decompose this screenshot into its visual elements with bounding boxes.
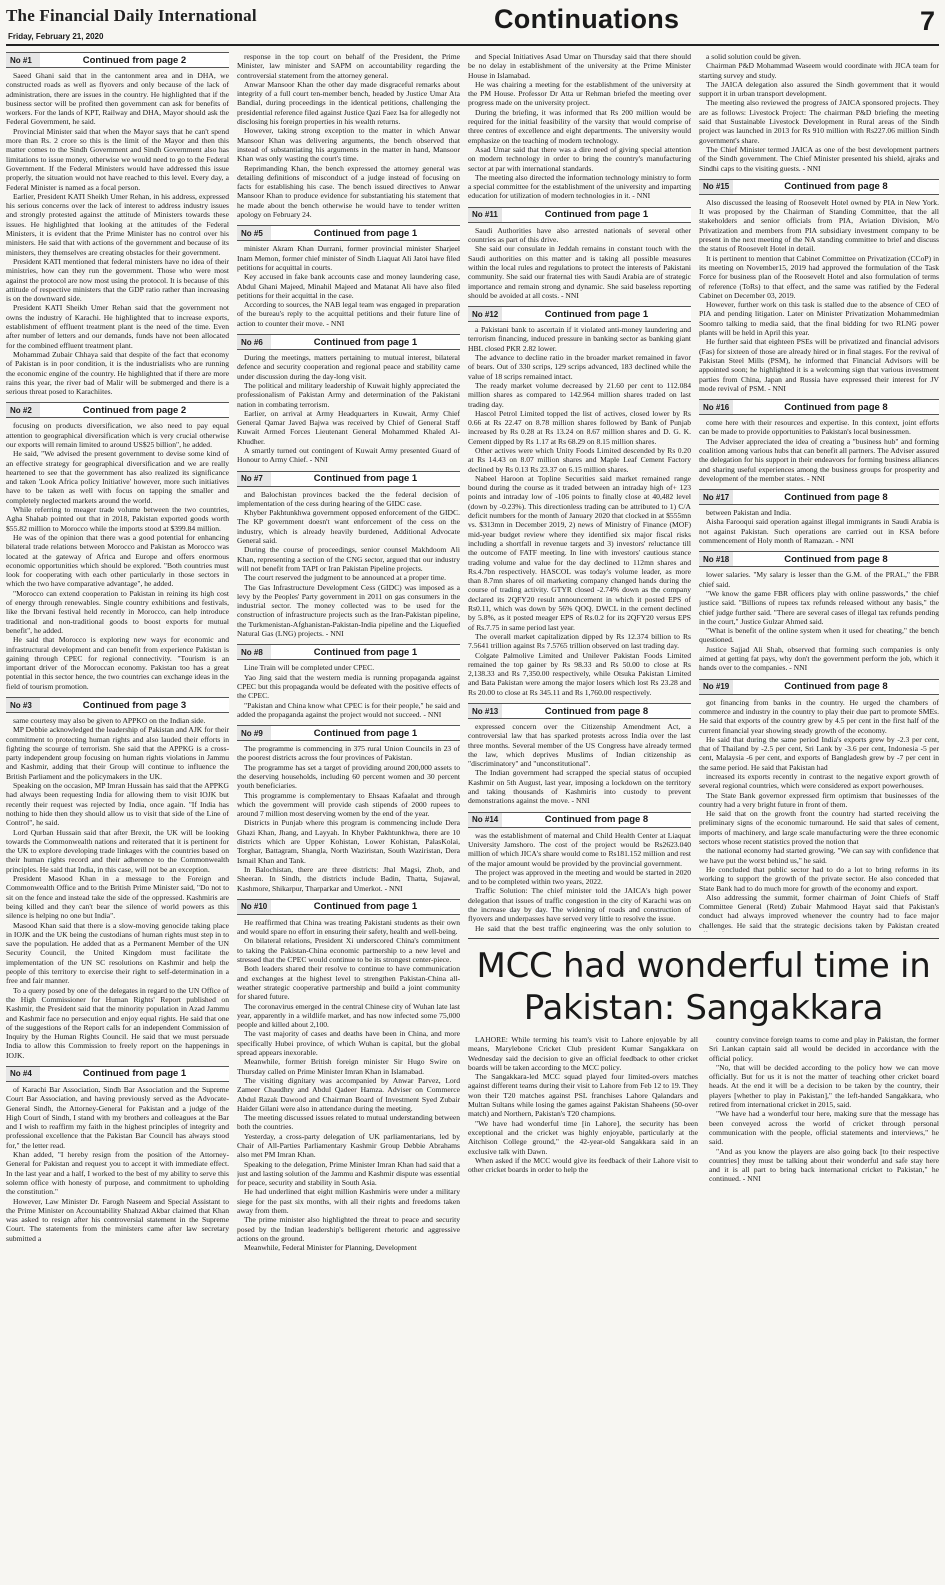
column-1 [6, 52, 229, 1579]
continuation-article [468, 52, 691, 201]
continuation-article [699, 489, 939, 545]
continuation-article [468, 306, 691, 697]
article-paragraph: He was of the opinion that there was a good potential for enhancing bilateral trade relations between Morocco and Pakistan as Morocco was located at the gateway of Africa and Europe and offers enormous economic opportunities which should be explored. "Both countries must look for cooperating with each other particularly in those sectors in which the two have comparative advantage", he added. [6, 532, 229, 589]
continuation-article [468, 812, 691, 932]
continuation-article [237, 334, 460, 465]
article-paragraph: response in the top court on behalf of the President, the Prime Minister, law minister and SAPM on accountability regarding the controversial statement from the attorney general. [237, 52, 460, 80]
article-paragraph: Justice Sajjad Ali Shah, observed that forming such companies is only aimed at getting fat pays, why don't the government perform the job, which it hands over to the companies. - NNI [699, 644, 939, 673]
continuation-heading: Continued from page 8 [544, 705, 649, 717]
article-paragraph: Asad Umar said that there was a dire need of giving special attention on modern technology in order to bring the country's manufacturing sector at par with international standards. [468, 144, 691, 173]
article-paragraph: During the course of proceedings, senior counsel Makhdoom Ali Khan, representing a section of the CNG sector, argued that our industry will not benefit from TAPI or Iran Pakistan Pipeline projects. [237, 545, 460, 573]
article-paragraph: He said that on the growth front the country had started receiving the preliminary signs of the economic turnaround. He said that sales of cement, imports of machinery, and large scale manufacturing were the three economic sectors whose recent statistics proved the notion that [699, 809, 939, 847]
article-body [699, 198, 939, 393]
article-body [237, 52, 460, 219]
continuation-number: No #9 [237, 726, 271, 740]
article-paragraph: The programme has set a target of providing around 200,000 assets to the deserving households, including 60 percent women and 30 percent youth beneficiaries. [237, 762, 460, 791]
article-header [699, 399, 939, 415]
article-paragraph: Hascol Petrol Limited topped the list of actives, closed lower by Rs 0.66 at Rs 22.47 on 8.78 million shares followed by Bank of Punjab increased by Rs 0.28 at Rs 13.24 on 8.67 million shares and D. G. K. Cement dipped by Rs 1.17 at Rs 68.29 on 8.15 million shares. [468, 408, 691, 446]
continuation-article [6, 402, 229, 691]
continuation-article [699, 179, 939, 393]
article-paragraph: President KATI Sheikh Umer Rehan said that the government not owns the industry of Karachi. He highlighted that to increase exports, establishment of effluent treatment plant is the need of the time. Even after number of letters and our demands, funds have not been allocated for the combined effluent treatment plant. [6, 303, 229, 350]
continuation-heading: Continued from page 1 [313, 227, 418, 239]
feature-article [468, 938, 939, 1579]
continuation-heading: Continued from page 1 [544, 308, 649, 320]
continuation-article [699, 399, 939, 483]
article-body [699, 570, 939, 672]
article-paragraph: He further said that eighteen PSEs will be privatized and financial advisors (Fas) for sixteen of those are already hired or in final stages. For the revival of Pakistan Steel Mills (PSM), he informed that Financial Advisors will be appointed soon; he highlighted it is a welcoming sign that various investment parties from China, Japan and Russia have expressed their interest for JV mode revival of PSM. - NNI [699, 337, 939, 393]
article-header [6, 697, 229, 713]
article-body [468, 831, 691, 932]
article-paragraph: The political and military leadership of Kuwait highly appreciated the professionalism of Pakistan Army and determination of the Pakistani nation in combating terrorism. [237, 380, 460, 409]
article-paragraph: According to sources, the NAB legal team was engaged in preparation of the bureau's reply to the acquittal petitions and their future line of action to counter their move. - NNI [237, 300, 460, 328]
continuation-heading: Continued from page 2 [82, 54, 187, 66]
article-paragraph: Mohammad Zubair Chhaya said that despite of the fact that economy of Pakistan is in poor condition, it is the industrialists who are running the economic engine of the country. He highlighted that if there are more rains this year, the river bad of Malir will be submerged and there is a serious threat posed to Karachiites. [6, 349, 229, 397]
article-paragraph: The prime minister also highlighted the threat to peace and security posed by the Indian leadership's belligerent rhetoric and aggressive actions on the ground. [237, 1215, 460, 1243]
feature-paragraph: "No, that will be decided according to the policy how we can move officially. But for us it is not the matter of teaching other cricket board heads. At the end it will be a decision to be taken by the country, their players [whether to play in Pakistan]," the left-handed Sangakkara, who retired from international cricket in 2015, said. [709, 1062, 939, 1110]
masthead [6, 4, 939, 46]
article-header [237, 899, 460, 915]
article-paragraph: the national economy had started growing. "We can say with confidence that we have put the worst behind us," he said. [699, 846, 939, 865]
article-body [6, 716, 229, 1060]
continuation-heading: Continued from page 8 [784, 553, 888, 565]
continuation-number: No #7 [237, 472, 271, 486]
article-paragraph: Districts in Punjab where this program is commencing include Dera Ghazi Khan, Jhang, and Layyah. In Khyber Pakhtunkhwa, there are 10 districts which are Upper Kohistan, Lower Kohistan, PalasKolai, Torghar, Battagram, Shangla, North Waziristan, South Waziristan, Dera Ismail Khan and Tank. [237, 818, 460, 865]
article-paragraph: Key accused in fake bank accounts case and money laundering case, Abdul Ghani Majeed, Minahil Majeed and Matanat Ali have also filed petitions for their acquittal in the case. [237, 272, 460, 300]
continuation-article [237, 471, 460, 639]
article-paragraph: The court reserved the judgment to be announced at a proper time. [244, 573, 447, 583]
article-paragraph: Speaking to the delegation, Prime Minister Imran Khan had said that a just and lasting solution of the Jammu and Kashmir dispute was essential for peace, security and stability in South Asia. [237, 1159, 460, 1188]
feature-column-right [709, 1035, 939, 1575]
article-paragraph: "Morocco can extend cooperation to Pakistan in reining its high cost of energy through renewables. Single country exhibitions and festivals, like the Ibrvani festival held recently in Morocco, can help introduce traditional and non-traditional goods to boost exports for mutual benefit", he added. [6, 588, 229, 635]
article-header [468, 812, 691, 828]
article-paragraph: Yesterday, a cross-party delegation of UK parliamentarians, led by Chair of All-Parties Parliamentary Kashmir Group Debbie Abrahams also met PM Imran Khan. [237, 1131, 460, 1160]
article-paragraph: The Chief Minister termed JAICA as one of the best development partners of the Sindh government. The Chief Minister presented his shield, ajraks and Sindhi caps to the visiting guests. - NNI [699, 144, 939, 173]
column-4 [699, 52, 939, 932]
article-paragraph: Also addressing the summit, former chairman of Joint Chiefs of Staff Committee General (Retd) Zubair Mahmood Hayat said that Pakistan's conduct had always improved whenever the country had to face major challenges. He said that the strategic decisions taken by Pakistan created [699, 892, 939, 930]
feature-paragraph: "We have had a wonderful tour here, making sure that the message has been conveyed across the world of cricket through personal communication with the people, official statements and interviews," he said. [709, 1109, 939, 1147]
article-paragraph: Yao Jing said that the western media is running propaganda against CPEC but this propaganda would be defeated with the positive effects of the CPEC. [237, 672, 460, 701]
continuation-number: No #8 [237, 645, 271, 659]
article-body [6, 71, 229, 396]
article-paragraph: Earlier, President KATI Sheikh Umer Rehan, in his address, expressed his serious concerns over the lack of interest to address industry issues and strongly protested against the attitude of Ministers towards these issues. He highlighted that looking at the attitudes of the Federal Ministers, it is evident that the Prime Minister has no control over his ministers. He said that with actions of the government and because of its ministers, they themselves are creating obstacles for their government. [6, 191, 229, 257]
article-paragraph: was the establishment of maternal and Child Health Center at Liaquat University Jamshoro. The cost of the project would be Rs2623.040 million of which JICA's share would come to Rs181.152 million and rest of the major amount would be provided by the provincial government. [468, 830, 691, 868]
article-body [468, 226, 691, 300]
article-header [6, 1066, 229, 1082]
article-paragraph: The vast majority of cases and deaths have been in China, and more specifically Hubei province, of which Wuhan is capital, but the global spread appears inexorable. [237, 1029, 460, 1058]
article-paragraph: Aisha Farooqui said operation against illegal immigrants in Saudi Arabia is not against Pakistan. Such operations are carried out in KSA before commencement of Holy month of Ramazan. - NNI [699, 517, 939, 546]
article-paragraph: However, further work on this task is stalled due to the absence of CEO of PIA and pending litigation. Later on Minister Privatization Mohammedmian Soomro talking to media said, that the final bidding for two RLNG power plants will be held in April this year. [699, 300, 939, 338]
article-paragraph: President KATI mentioned that federal ministers have no idea of their ministries, how can they run the government. Those who were most against the protocol are now most using the protocol. It is because of this attitude of respective ministers that the GDP ratio rather than increasing is on the downward side. [6, 256, 229, 304]
article-paragraph: It is pertinent to mention that Cabinet Committee on Privatization (CCoP) in its meeting on November15, 2019 had approved the formulation of the Task Force for business plan of the Roosevelt Hotel and also formulation of terms of reference (ToRs) to that effect, and the same was ratified by the Federal Cabinet on December 03, 2019. [699, 253, 939, 300]
article-header [6, 402, 229, 418]
continuation-number: No #2 [6, 403, 40, 417]
article-paragraph: The Indian government had scrapped the special status of occupied Kashmir on 5th August, last year, imposing a lockdown on the territory and taking thousands of Kashmiris into custody to prevent demonstrations against the move. - NNI [468, 768, 691, 806]
continuation-heading: Continued from page 1 [82, 1068, 187, 1080]
article-paragraph: and Balochistan provinces backed the the federal decision of implementation of the cess during hearing of the GIDC case. [237, 489, 460, 508]
continuation-number: No #15 [699, 180, 733, 194]
article-body [237, 744, 460, 893]
article-paragraph: The meeting also reviewed the progress of JAICA sponsored projects. They are as follows: Livestock Project: The chairman P&D briefing the meeting said that Sustainable Livestock Development in Rural areas of the Sindh project was launched in 2013 for Rs 910 million with Rs227.06 million Sindh government's share. [699, 98, 939, 145]
continuation-number: No #13 [468, 704, 502, 718]
article-paragraph: Reprimanding Khan, the bench expressed the attorney general was detailing definitions of misconduct of a judge instead of focusing on facts for establishing his case. The bench issued directives to Anwar Mansoor Khan to produce evidence for substantiating his statement that he made about the bench otherwise he would have to tender written apology on February 24. [237, 163, 460, 220]
continuation-number: No #3 [6, 698, 40, 712]
article-header [699, 489, 939, 505]
continuation-number: No #18 [699, 552, 733, 566]
article-paragraph: The State Bank governor expressed firm optimism that businesses of the country had a very bright future in front of them. [699, 790, 939, 809]
continuation-article [699, 52, 939, 173]
feature-headline: MCC had wonderful time in Pakistan: Sangakkara [476, 946, 931, 1028]
article-paragraph: To a query posed by one of the delegates in regard to the UN Office of the High Commissioner for Human Rights' Report published on Kashmir, the President said that the minority population in Azad Jammu and Kashmir face no persecution and enjoy equal rights. He said that one of the suggestions of the Report calls for an independent Commission of Inquiry by the Human Rights Council. He said that we must persuade India to allow this Commission to freely report on the happenings in IOJK. [6, 985, 229, 1060]
article-header [237, 725, 460, 741]
feature-body [468, 1035, 939, 1575]
article-paragraph: Saeed Ghani said that in the cantonment area and in DHA, we constructed roads as well as flyovers and only because of the lack of administration, there are issues in the country. He highlighted that if the business sector will be profited then government can ask for benefits of workers. For the lands of KPT, Railway and DHA, Mayor should ask the Federal Government, he said. [6, 71, 229, 127]
article-paragraph: increased its exports recently in contrast to the negative export growth of several regional countries, which were considered as export powerhouses. [699, 772, 939, 791]
article-paragraph: Anwar Mansoor Khan the other day made disgraceful remarks about integrity of a full court ten-member bench, headed by Justice Umar Ata Bandial, during proceedings in the identical petitions, challenging the presidential reference filed against Justice Qazi Faez Isa for allegedly not disclosing his foreign properties in his wealth returns. [237, 79, 460, 127]
article-paragraph: Nabeel Haroon at Topline Securities said market remained range bound during the course as it traded between an intraday high of+ 123 points and intraday low of -106 points to finally close at 40,482 level (down by -0.23%). This directionless trading can be attributed to 1) C/A deficit numbers for the month of January 2020 that clocked in at $555mn vs. $313mn in December 2019, 2) news of Ministry of Finance (MOF) mid-year budget review where they identified six major fiscal risks including a shortfall in revenue targets and 3) investors' reluctance till the outcome of FATF meeting. In line with investors' cautious stance trading volume and value for the day declined to 112mn shares and Rs.4.7bn respectively. HASCOL was today's volume leader, as more than 8.7mn shares of oil marketing company changed hands during the course of trading activity. GTYR closed -2.74% down as the company declared its 2QFY20 result announcement in which it posted EPS of Rs0.11, which was down by 56% QOQ. DWCL in the cement declined by 5.8%, as it posted meager EPS of Rs.0.2 for its 2QFY20 versus EPS of Rs.7.75 in same period last year. [468, 473, 691, 632]
article-paragraph: While referring to meager trade volume between the two countries, Agha Shahab pointed out that in 2018, Pakistan exported goods worth $55.82 million to Morocco while the imports stood at $399.84 million. [6, 505, 229, 533]
article-paragraph: During the meetings, matters pertaining to mutual interest, bilateral defence and security cooperation and regional peace and stability came under discussion during the day-long visit. [237, 353, 460, 381]
newspaper-name: The Financial Daily International [6, 6, 257, 25]
article-paragraph: The advance to decline ratio in the broader market remained in favor of bears. Out of 330 scrips, 129 scrips advanced, 183 declined while the value of 18 scrips remained intact. [468, 353, 691, 381]
article-body [237, 244, 460, 328]
article-header [237, 644, 460, 660]
article-paragraph: Line Train will be completed under CPEC. [244, 663, 375, 673]
article-paragraph: Both leaders shared their resolve to continue to have communication and exchanges at the highest level to strengthen Pakistan-China all-weather strategic cooperative partnership and build a joint community for shared future. [237, 964, 460, 1002]
article-paragraph: The programme is commencing in 375 rural Union Councils in 23 of the poorest districts across the four provinces of Pakistan. [237, 744, 460, 763]
article-paragraph: Meanwhile, Federal Minister for Planning, Development [244, 1243, 417, 1253]
continuation-number: No #17 [699, 490, 733, 504]
continuation-heading: Continued from page 3 [82, 699, 187, 711]
article-paragraph: "What is benefit of the online system when it used for cheating," the bench questioned. [699, 626, 939, 645]
continuation-heading: Continued from page 8 [544, 814, 649, 826]
article-header [237, 225, 460, 241]
article-body [699, 698, 939, 932]
article-paragraph: Earlier, on arrival at Army Headquarters in Kuwait, Army Chief General Qamar Javed Bajwa was received by Chief of General Staff Kuwait Armed Forces Lieutenant General Mohammed Khaled Al-Khudher. [237, 408, 460, 446]
continuation-article [699, 551, 939, 672]
continuation-article [6, 697, 229, 1060]
article-paragraph: He concluded that public sector had to do a lot to bring reforms in its working to support the growth of the private sector. He also conceded that State Bank had to do much more for growth of the economy and export. [699, 864, 939, 893]
column-3 [468, 52, 691, 932]
article-paragraph: The Adviser appreciated the idea of creating a "business hub" and forming coalition among various hubs that can benefit all partners. The Adviser assured the delegation for his support in their endeavors for forming business alliances and sharing useful experiences among the business groups for prosperity and development of the member states. - NNI [699, 436, 939, 483]
continuation-number: No #4 [6, 1067, 40, 1081]
feature-paragraph: "We have had wonderful time [in Lahore], the security has been exceptional and the cricket was highly enjoyable, particularly at the Aitchison College ground," the 42-year-old Sangakkara said in an exclusive talk with Dawn. [468, 1118, 698, 1156]
article-paragraph: The project was approved in the meeting and would be started in 2020 and to be completed within two years, 2022. [468, 867, 691, 887]
continuation-number: No #12 [468, 307, 502, 321]
article-body [6, 1085, 229, 1243]
continuation-article [237, 225, 460, 328]
continuation-article [237, 725, 460, 893]
article-paragraph: come here with their resources and expertise. In this context, joint efforts can be made to provide opportunities to Pakistan's local businessmen. [699, 418, 939, 437]
continuation-heading: Continued from page 1 [313, 727, 418, 739]
article-body [468, 722, 691, 806]
continuation-number: No #19 [699, 680, 733, 694]
continuation-heading: Continued from page 1 [313, 901, 418, 913]
article-paragraph: He said that during the same period India's exports grew by -2.3 per cent, that of Thailand by -2.5 per cent, Sri Lank by -3.6 per cent, Indonesia -5 per cent, Malaysia -6 per cent, and exports of Bangladesh grew by -7 per cent in the same period. He said that Pakistan had [699, 734, 939, 772]
feature-paragraph: LAHORE: While terming his team's visit to Lahore enjoyable by all means, Marylebone Cricket Club president Kumar Sangakkara on Wednesday said the decision to give an official feedback to other cricket boards will be taken according to the MCC policy. [468, 1035, 698, 1072]
article-paragraph: of Karachi Bar Association, Sindh Bar Association and the Supreme Court Bar Association, and having previously served as the Advocate-General Sindh, the Attorney-General for Pakistan and a judge of the High Court of Sindh, I stand with my brothers and colleagues at the Bar and I wish to reaffirm my faith in the highest principles of integrity and professional excellence that the Pakistan Bar Council has always stood for," the letter read. [6, 1084, 229, 1150]
article-body [237, 663, 460, 719]
article-paragraph: Colgate Palmolive Limited and Unilever Pakistan Foods Limited remained the top gainer by Rs 98.33 and Rs 50.00 to close at Rs 2,138.33 and Rs 7,350.00 respectively, while Otsuka Pakistan Limited and Bata Pakistan were among the major losers which lost Rs 23.28 and Rs 20.00 to close at Rs 345.11 and Rs 1,760.00 respectively. [468, 650, 691, 697]
article-paragraph: A smartly turned out contingent of Kuwait Army presented Guard of Honour to Army Chief. - NNI [237, 445, 460, 465]
article-header [468, 306, 691, 322]
article-paragraph: He was chairing a meeting for the establishment of the university at the PM House. Professor Dr Atta ur Rehman briefed the meeting over progress made on the university project. [468, 79, 691, 108]
article-paragraph: "Pakistan and China know what CPEC is for their people," he said and added the propaganda against the project would not succeed. - NNI [237, 700, 460, 719]
article-paragraph: However, taking strong exception to the matter in which Anwar Mansoor Khan was delivering arguments, the bench observed that instead of substantiating his arguments in the matter in hand, Mansoor Khan was only wasting the court's time. [237, 126, 460, 164]
article-body [699, 508, 939, 545]
article-paragraph: The JAICA delegation also assured the Sindh government that it would support it in urban transport development. [699, 79, 939, 99]
continuation-heading: Continued from page 1 [313, 473, 418, 485]
article-header [237, 471, 460, 487]
article-body [468, 52, 691, 201]
article-paragraph: a solid solution could be given. [706, 52, 801, 61]
article-paragraph: between Pakistan and India. [706, 508, 792, 518]
article-paragraph: Lord Qurban Hussain said that after Brexit, the UK will be looking towards the Commonwealth nations and reiterated that it is pertinent for the UK to explore developing trade linkages with the countries based on their human rights record and their adherence to the Commonwealth principles. He said that India, in this case, will not be an exception. [6, 827, 229, 874]
article-body [237, 918, 460, 1253]
continuation-heading: Continued from page 2 [82, 404, 187, 416]
continuation-heading: Continued from page 8 [784, 491, 888, 503]
article-paragraph: Saudi Authorities have also arrested nationals of several other countries as part of this drive. [468, 225, 691, 245]
continuation-heading: Continued from page 1 [313, 336, 418, 348]
article-paragraph: Meanwhile, former British foreign minister Sir Hugo Swire on Thursday called on Prime Minister Imran Khan in Islamabad. [237, 1057, 460, 1076]
continuation-number: No #10 [237, 900, 271, 914]
article-paragraph: The coronavirus emerged in the central Chinese city of Wuhan late last year, apparently in a wildlife market, and has now infected some 75,000 people and killed about 2,100. [237, 1001, 460, 1030]
article-paragraph: He said that Morocco is exploring new ways for economic and infrastructural development and can benefit from experience Pakistan is gaining through CPEC for regional connectivity. "Tourism is an important driver of the Moroccan economy. Pakistan too has a great potential in this sector hence, the two countries can exchange ideas in the field of tourism promotion. [6, 635, 229, 691]
article-paragraph: Chairman P&D Mohammad Waseem would coordinate with JICA team for starting survey and study. [699, 61, 939, 80]
continuation-article [6, 1066, 229, 1243]
article-paragraph: She said our consulate in Jeddah remains in constant touch with the Saudi authorities on this matter and is taking all possible measures within the local rules and regulations to protect the interests of Pakistani community. She said our fraternal ties with Saudi Arabia are of strategic importance and remain strong and dynamic. She said baseless reporting should be avoided at all costs. - NNI [468, 244, 691, 300]
feature-paragraph: When asked if the MCC would give its feedback of their Lahore visit to other cricket boards in order to help the [468, 1155, 698, 1175]
feature-paragraph: "And as you know the players are also going back [to their respective countries] they must be talking about their wonderful and safe stay here and it is all part to bring back international cricket to Pakistan," he continued. - NNI [709, 1146, 939, 1184]
continuation-article [237, 899, 460, 1253]
article-paragraph: Also discussed the leasing of Roosevelt Hotel owned by PIA in New York. It was proposed by the Chairman of Standing Committee, that the all stakeholders and senior officials from PIA, Aviation Division, M/o Privatization and members from PIA subsidiary investment company to be present in the next meeting of the NA standing committee to brief and discuss the status of Roosevelt Hotel in detail. [699, 197, 939, 254]
article-paragraph: The meeting discussed issues related to mutual understanding between both the countries. [237, 1113, 460, 1132]
article-paragraph: Other actives were which Unity Foods Limited descended by Rs 0.20 at Rs 14.43 on 8.07 million shares and Maple Leaf Cement Factory declined by Rs 0.13 Rs 23.37 on 6.15 million shares. [468, 445, 691, 474]
continuation-number: No #1 [6, 53, 40, 67]
article-paragraph: Masood Khan said that there is a slow-moving genocide taking place in IOJK and the UK being the custodians of human rights must step in to save the population. He added that as a Permanent Member of the UN Security Council, the United Kingdom must facilitate the implementation of the UN SC resolutions on Kashmir and help the people of this territory to exercise their right to self-determination in a free and fair manner. [6, 920, 229, 986]
article-body [699, 52, 939, 173]
continuation-number: No #5 [237, 226, 271, 240]
article-paragraph: He reaffirmed that China was treating Pakistani students as their own and would spare no effort in ensuring their safety, health and well-being. [237, 917, 460, 937]
continuation-article [468, 207, 691, 300]
article-paragraph: The visiting dignitary was accompanied by Anwar Parvez, Lord Zameer Chaudhry and Abdul Qadeer Hamza. Adviser on Commerce Abdul Razak Dawood and Chairman Board of Investment Syed Zubair Haider Gilani were also in attendance during the meeting. [237, 1075, 460, 1113]
continuation-heading: Continued from page 8 [784, 681, 888, 693]
continuation-number: No #16 [699, 400, 733, 414]
continuation-heading: Continued from page 8 [784, 181, 888, 193]
article-paragraph: focusing on products diversification, we also need to pay equal attention to geographical diversification which is very crucial otherwise our exports will remain limited to around US$25 billion", he added. [6, 421, 229, 449]
article-paragraph: He said that the best traffic engineering was the only solution to [475, 923, 691, 932]
article-body [237, 490, 460, 639]
continuation-number: No #6 [237, 335, 271, 349]
article-header [699, 551, 939, 567]
article-paragraph: expressed concern over the Citizenship Amendment Act, a controversial law that has sparked protests across India over the last three months. Several member of the US Congress have already termed the law, which deprives Muslims of Indian citizenship as "discriminatory" and "unconstitutional". [468, 722, 691, 769]
page-number: 7 [919, 6, 935, 36]
article-paragraph: minister Akram Khan Durrani, former provincial minister Sharjeel Inam Memon, former chief minister of Sindh Liaquat Ali Jatoi have filed petitions for acquittal in courts. [237, 244, 460, 272]
column-2 [237, 52, 460, 1579]
continuation-article [237, 644, 460, 719]
feature-column-left [468, 1035, 698, 1575]
article-paragraph: lower salaries. "My salary is lesser than the G.M. of the PRAL," the FBR chief said. [699, 570, 939, 589]
continuation-article [237, 52, 460, 219]
article-body [699, 418, 939, 483]
article-paragraph: and Special Initiatives Asad Umar on Thursday said that there should be no delay in establishment of the university at the Prime Minister House in Islamabad. [468, 52, 691, 80]
article-paragraph: He said, "We advised the present government to devise some kind of an effective strategy for geographical diversification and we are really heartened to see that the government has also realized its significance and taken 'Look Africa policy Initiative' however, more such initiatives have to be taken as well with focus on tapping the smaller and completely neglected markets around the world. [6, 449, 229, 505]
article-paragraph: MP Debbie acknowledged the leadership of Pakistan and AJK for their commitment to protecting human rights and also lauded their efforts in fighting the scourge of terrorism. She said that the APPKG is a cross-party independent group focusing on human rights violations in Jammu and Kashmir, adding that their Group will continue to influence the British Parliament and the policymakers in the UK. [6, 725, 229, 781]
article-paragraph: got financing from banks in the country. He urged the chambers of commerce and industry in the country to play their due part to promote SMEs. He said that exports of the country grew by 4.5 per cent in the first half of the current financial year showing steady growth of the economy. [699, 697, 939, 735]
article-paragraph: The overall market capitalization dipped by Rs 12.374 billion to Rs 7.5641 trillion against Rs 7.5765 trillion observed on last trading day. [468, 631, 691, 651]
article-paragraph: During the briefing, it was informed that Rs 200 million would be required for the initial feasibility of the varsity that would comprise of three centres of excellence and eight departments. The university would emphasize on the teaching of modern technology. [468, 107, 691, 145]
continuation-number: No #11 [468, 208, 502, 222]
continuation-heading: Continued from page 8 [784, 401, 888, 413]
article-paragraph: Provincial Minister said that when the Mayor says that he can't spend more than Rs. 2 crore so this is the limit of the Mayor and then this matter comes to the Sindh Government and Sindh Government also has limitations to issue money, otherwise we would need to go to the Federal Government. If the Federal Ministers would have addressed this issue properly, the situation would not have reached to this level. Every day, a Federal Minister is named as a focal person. [6, 126, 229, 192]
continuation-heading: Continued from page 1 [313, 646, 418, 658]
article-paragraph: Khan added, "I hereby resign from the position of the Attorney-General for Pakistan and request you to accept it with immediate effect. In the last year and a half, I worked to the best of my ability to serve this solemn office with honesty of purpose, and commitment to upholding the constitution." [6, 1150, 229, 1197]
article-paragraph: He had underlined that eight million Kashmiris were under a military siege for the past six months, with all their rights and freedoms taken away from them. [237, 1187, 460, 1216]
continuation-article [6, 52, 229, 396]
article-paragraph: This programme is complementary to Ehsaas Kafaalat and through which the government will provide cash stipends of 2000 rupees to around 7 million most deserving women by the end of the year. [237, 790, 460, 819]
article-paragraph: Traffic Solution: The chief minister told the JAICA's high power delegation that issues of traffic congestion in the city of Karachi was on the increase day by day. The widening of roads and construction of flyovers and underpasses have served very little to resolve the issue. [468, 886, 691, 924]
article-paragraph: President Masood Khan in a message to the Foreign and Commonwealth Office and to the British Prime Minister said, "Do not to sit on the fence and instead take the side of the oppressed. Kashmiris are being killed and they can't bear the silence of world powers as this silence is helping no one but India". [6, 874, 229, 921]
article-header [237, 334, 460, 350]
issue-date: Friday, February 21, 2020 [8, 32, 104, 41]
article-paragraph: a Pakistani bank to ascertain if it violated anti-money laundering and terrorism financing, induced pressure in banking sector as banking giant HBL closed PKR 2.82 lower. [468, 325, 691, 353]
article-paragraph: The ready market volume decreased by 21.60 per cent to 112.084 million shares as compared to 142.964 million shares traded on last trading day. [468, 380, 691, 409]
feature-paragraph: country convince foreign teams to come and play in Pakistan, the former Sri Lankan captain said all would be decided in accordance with the official policy. [709, 1035, 939, 1063]
article-paragraph: Khyber Pakhtunkhwa government opposed enforcement of the GIDC. The KP government doesn't want enforcement of the cess on the industry, which is already heavily burdened, Additional Advocate General said. [237, 508, 460, 546]
article-header [468, 207, 691, 223]
article-header [6, 52, 229, 68]
article-header [699, 679, 939, 695]
article-body [6, 421, 229, 691]
feature-paragraph: The Sangakkara-led MCC squad played four limited-overs matches against different teams during their visit to Lahore from Feb 12 to 19. They won their T20 matches against PSL franchises Lahore Qalandars and Multan Sultans while losing the games against Pakistan Shaheens (50-over match) and Northern, Pakistan's T20 champions. [468, 1072, 698, 1119]
article-paragraph: However, Law Minister Dr. Farogh Naseem and Special Assistant to the Prime Minister on Accountability Shahzad Akbar claimed that Khan was asked to resign after his controversial statement in the Supreme Court. The statements from the ministers came after law secretary submitted a [6, 1196, 229, 1243]
continuation-number: No #14 [468, 813, 502, 827]
article-paragraph: The meeting also directed the information technology ministry to form a special committee for the establishment of the university and imparting education for utilization of modern technologies in it. - NNI [468, 172, 691, 201]
article-body [237, 353, 460, 465]
article-paragraph: In Balochistan, there are three districts: Jhal Magsi, Zhob, and Sheeran. In Sindh, the districts include Badin, Thatta, Sujawal, Kashmore, Shikarpur, Tharparkar and Umerkot. - NNI [237, 864, 460, 893]
article-paragraph: Speaking on the occasion, MP Imran Hussain has said that the APPKG had always been requesting India for allowing them to visit IOJK but recently their request was rejected by India, once again. "If India has nothing to hide then they should allow us to visit that side of the Line of Control", he said. [6, 781, 229, 828]
continuation-heading: Continued from page 1 [544, 209, 649, 221]
article-header [699, 179, 939, 195]
article-paragraph: On bilateral relations, President Xi underscored China's commitment to taking the Pakistan-China economic partnership to a new level and stressed that the CPEC would continue to be its strongest center-piece. [237, 936, 460, 965]
article-paragraph: "We know the game FBR officers play with online passwords," the chief justice said. "Billions of rupees tax refunds released without any basis," the chief judge further said. "There are several cases of illegal tax refunds pending in the court," Justice Gulzar Ahmed said. [699, 588, 939, 626]
article-body [468, 325, 691, 697]
article-paragraph: same courtesy may also be given to APPKO on the Indian side. [13, 716, 206, 725]
section-title: Continuations [494, 4, 680, 34]
article-paragraph: The Gas Infrastructure Development Cess (GIDC) was imposed as a levy by the Peoples' Party government in 2011 on gas consumers in the industrial sector. The money collected was to be used for the construction of infrastructure projects such as the Iran-Pakistan pipeline, the Turkmenistan-Afghanistan-Pakistan-India pipeline and the Liquefied Natural Gas (LNG) projects. - NNI [237, 582, 460, 639]
continuation-article [699, 679, 939, 932]
article-header [468, 703, 691, 719]
continuation-article [468, 703, 691, 806]
